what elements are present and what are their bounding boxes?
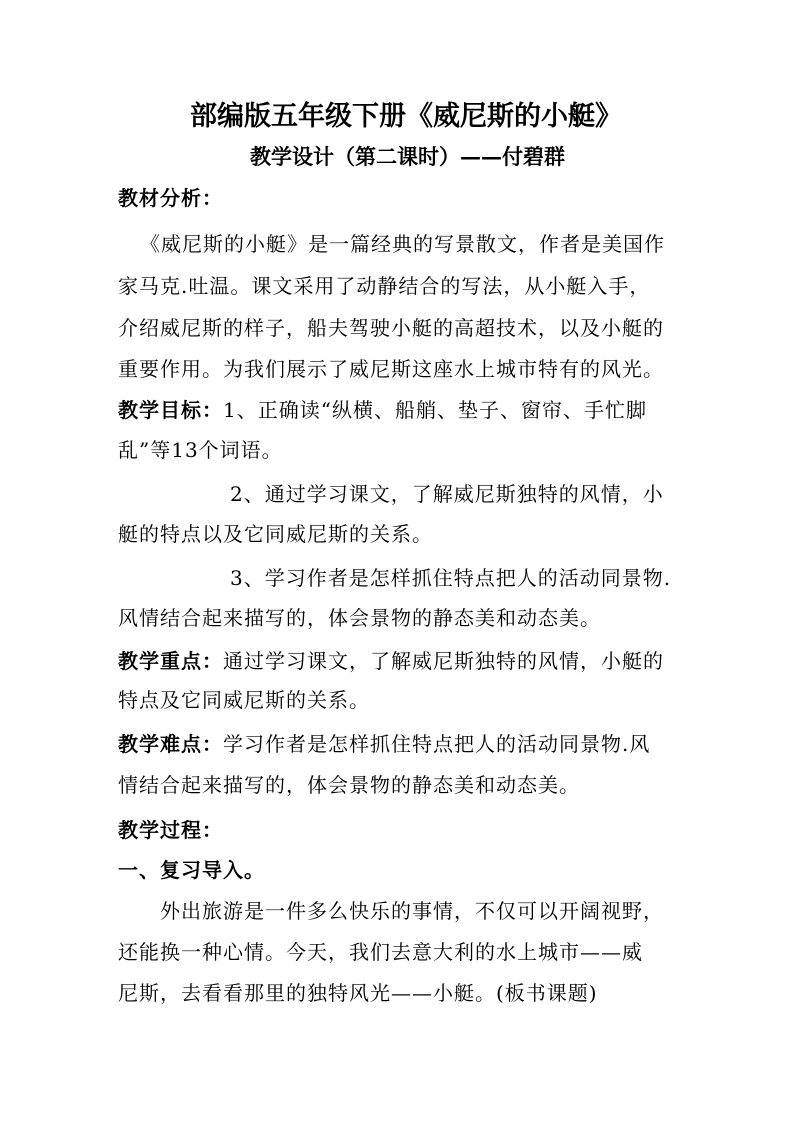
key-points-line-1 — [118, 647, 664, 675]
difficulties-label: 教学难点： — [118, 732, 223, 756]
material-analysis-line-2: 家马克.吐温。课文采用了动静结合的写法，从小艇入手， — [118, 274, 651, 298]
teaching-goal-2-text: 2、通过学习课文，了解威尼斯独特的风情，小 — [230, 482, 664, 506]
difficulties-text: 学习作者是怎样抓住特点把人的活动同景物.风 — [223, 732, 651, 756]
document-title: 部编版五年级下册《威尼斯的小艇》 — [190, 101, 622, 132]
key-points-text: 通过学习课文，了解威尼斯独特的风情，小艇的 — [223, 649, 664, 673]
process-heading: 教学过程： — [118, 818, 223, 842]
difficulties-line-1 — [118, 730, 650, 758]
key-points-continued: 特点及它同威尼斯的关系。 — [118, 688, 370, 712]
teaching-goals-label: 教学目标： — [118, 398, 223, 422]
key-points-label: 教学重点： — [118, 649, 223, 673]
section-1-line-1: 外出旅游是一件多么快乐的事情，不仅可以开阔视野， — [160, 899, 664, 923]
material-analysis-line-1: 《威尼斯的小艇》是一篇经典的写景散文，作者是美国作 — [140, 232, 665, 256]
teaching-goal-1-text: 1、正确读“纵横、船艄、垫子、窗帘、手忙脚 — [223, 398, 647, 422]
section-1-line-3: 尼斯，去看看那里的独特风光——小艇。(板书课题) — [118, 981, 598, 1005]
teaching-goals-line-1 — [118, 396, 647, 424]
material-analysis-line-3: 介绍威尼斯的样子，船夫驾驶小艇的高超技术，以及小艇的 — [118, 316, 664, 340]
teaching-goal-1-continued: 乱”等13个词语。 — [118, 438, 283, 462]
document-subtitle: 教学设计（第二课时）——付碧群 — [250, 144, 565, 169]
section-1-heading: 一、复习导入。 — [118, 858, 265, 882]
difficulties-continued: 情结合起来描写的，体会景物的静态美和动态美。 — [118, 773, 580, 797]
teaching-goal-3-text: 3、学习作者是怎样抓住特点把人的活动同景物. — [230, 566, 672, 590]
material-analysis-heading: 教材分析： — [118, 186, 223, 210]
teaching-goal-2-continued: 艇的特点以及它同威尼斯的关系。 — [118, 522, 433, 546]
material-analysis-line-4: 重要作用。为我们展示了威尼斯这座水上城市特有的风光。 — [118, 357, 664, 381]
teaching-goal-3-continued: 风情结合起来描写的，体会景物的静态美和动态美。 — [118, 606, 601, 630]
section-1-line-2: 还能换一种心情。今天，我们去意大利的水上城市——威 — [118, 940, 643, 964]
